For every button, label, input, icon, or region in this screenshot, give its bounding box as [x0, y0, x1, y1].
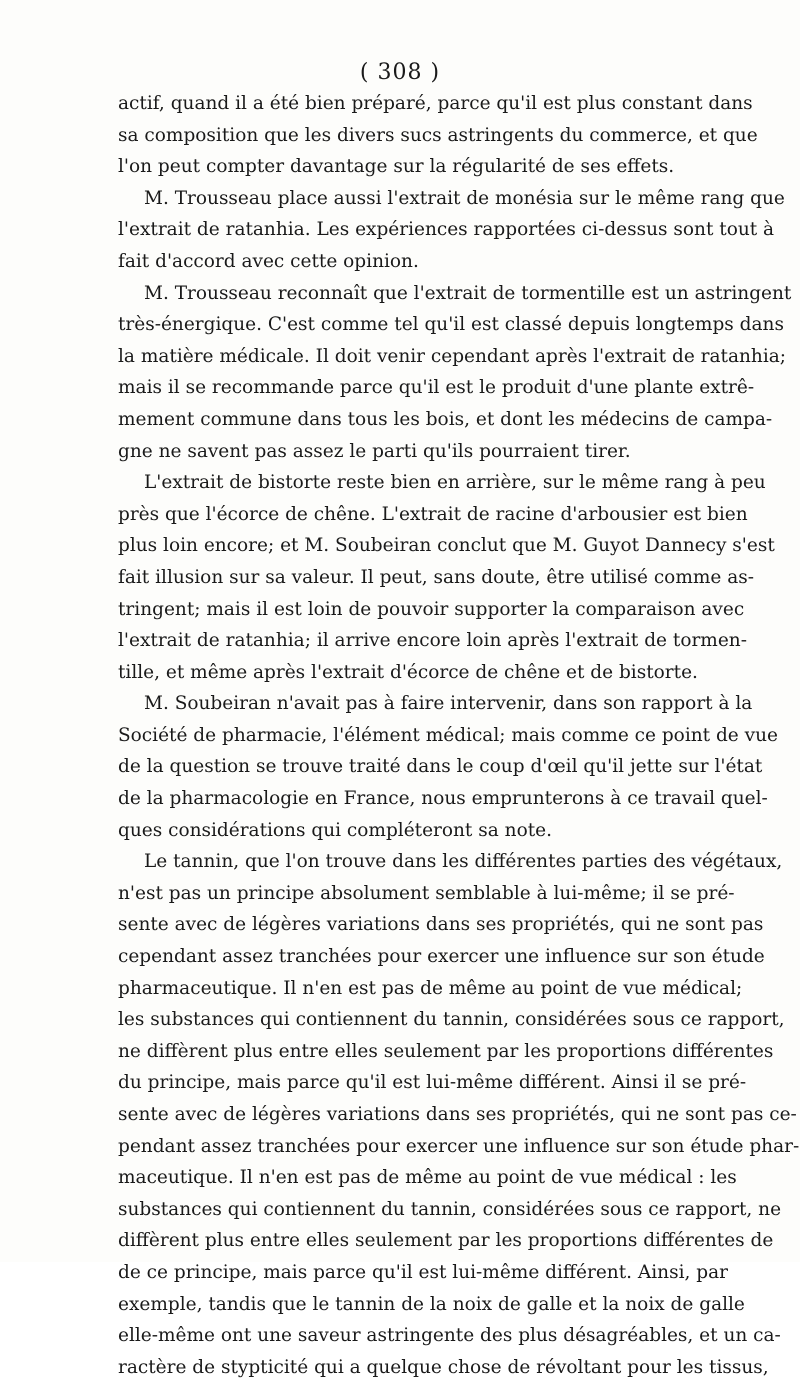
text-line: actif, quand il a été bien préparé, parce qu'il est plus constant dans [118, 93, 753, 114]
text-line: fait d'accord avec cette opinion. [118, 250, 419, 272]
text-line: exemple, tandis que le tannin de la noix de galle et la noix de galle [118, 1293, 745, 1315]
text-line: l'on peut compter davantage sur la régularité de ses effets. [118, 156, 675, 178]
text-line: près que l'écorce de chêne. L'extrait de racine d'arbousier est bien [118, 503, 748, 525]
text-line: cependant assez tranchées pour exercer une influence sur son étude [118, 946, 765, 968]
body-text [118, 88, 800, 1383]
text-line: plus loin encore; et M. Soubeiran conclut que M. Guyot Dannecy s'est [118, 535, 775, 557]
text-line: gne ne savent pas assez le parti qu'ils pourraient tirer. [118, 440, 631, 462]
text-line: de ce principe, mais parce qu'il est lui-même différent. Ainsi, par [118, 1261, 728, 1283]
text-line: n'est pas un principe absolument semblable à lui-même; il se pré- [118, 882, 735, 904]
text-line: les substances qui contiennent du tannin, considérées sous ce rapport, [118, 1009, 785, 1031]
text-line: pendant assez tranchées pour exercer une influence sur son étude phar- [118, 1135, 800, 1157]
text-line: de la question se trouve traité dans le coup d'œil qu'il jette sur l'état [118, 756, 763, 778]
text-line: M. Trousseau place aussi l'extrait de monésia sur le même rang que [144, 187, 785, 209]
text-line: l'extrait de ratanhia; il arrive encore loin après l'extrait de tormen- [118, 630, 747, 652]
text-line: l'extrait de ratanhia. Les expériences rapportées ci-dessus sont tout à [118, 219, 775, 241]
text-line: sente avec de légères variations dans ses propriétés, qui ne sont pas ce- [118, 1104, 797, 1125]
text-line: très-énergique. C'est comme tel qu'il est classé depuis longtemps dans [118, 314, 784, 336]
text-line: ne diffèrent plus entre elles seulement par les proportions différentes [118, 1040, 774, 1062]
page-number: ( 308 ) [359, 60, 441, 85]
text-line: M. Trousseau reconnaît que l'extrait de tormentille est un astringent [144, 282, 792, 304]
text-line: substances qui contiennent du tannin, considérées sous ce rapport, ne [118, 1198, 782, 1220]
text-line: elle-même ont une saveur astringente des plus désagréables, et un ca- [118, 1325, 781, 1347]
text-line: M. Soubeiran n'avait pas à faire intervenir, dans son rapport à la [144, 693, 753, 715]
text-line: Le tannin, que l'on trouve dans les différentes parties des végétaux, [144, 851, 783, 873]
text-line: ractère de stypticité qui a quelque chose de révoltant pour les tissus, [118, 1356, 769, 1378]
text-line: maceutique. Il n'en est pas de même au point de vue médical : les [118, 1167, 737, 1189]
text-line: L'extrait de bistorte reste bien en arrière, sur le même rang à peu [144, 472, 766, 494]
text-line: mais il se recommande parce qu'il est le produit d'une plante extrê- [118, 377, 755, 399]
text-line: de la pharmacologie en France, nous emprunterons à ce travail quel- [118, 788, 768, 810]
text-line: tille, et même après l'extrait d'écorce de chêne et de bistorte. [118, 661, 698, 683]
text-line: du principe, mais parce qu'il est lui-même différent. Ainsi il se pré- [118, 1072, 747, 1094]
text-line: Société de pharmacie, l'élément médical; mais comme ce point de vue [118, 724, 778, 746]
text-line: mement commune dans tous les bois, et dont les médecins de campa- [118, 408, 773, 430]
text-line: diffèrent plus entre elles seulement par les proportions différentes de [118, 1230, 774, 1252]
text-line: ques considérations qui compléteront sa note. [118, 819, 552, 841]
text-line: sa composition que les divers sucs astringents du commerce, et que [118, 124, 758, 146]
text-line: tringent; mais il est loin de pouvoir supporter la comparaison avec [118, 598, 745, 620]
text-line: fait illusion sur sa valeur. Il peut, sans doute, être utilisé comme as- [118, 566, 755, 588]
text-line: la matière médicale. Il doit venir cependant après l'extrait de ratanhia; [118, 345, 787, 367]
text-line: sente avec de légères variations dans ses propriétés, qui ne sont pas [118, 914, 764, 936]
text-line: pharmaceutique. Il n'en est pas de même au point de vue médical; [118, 977, 743, 999]
